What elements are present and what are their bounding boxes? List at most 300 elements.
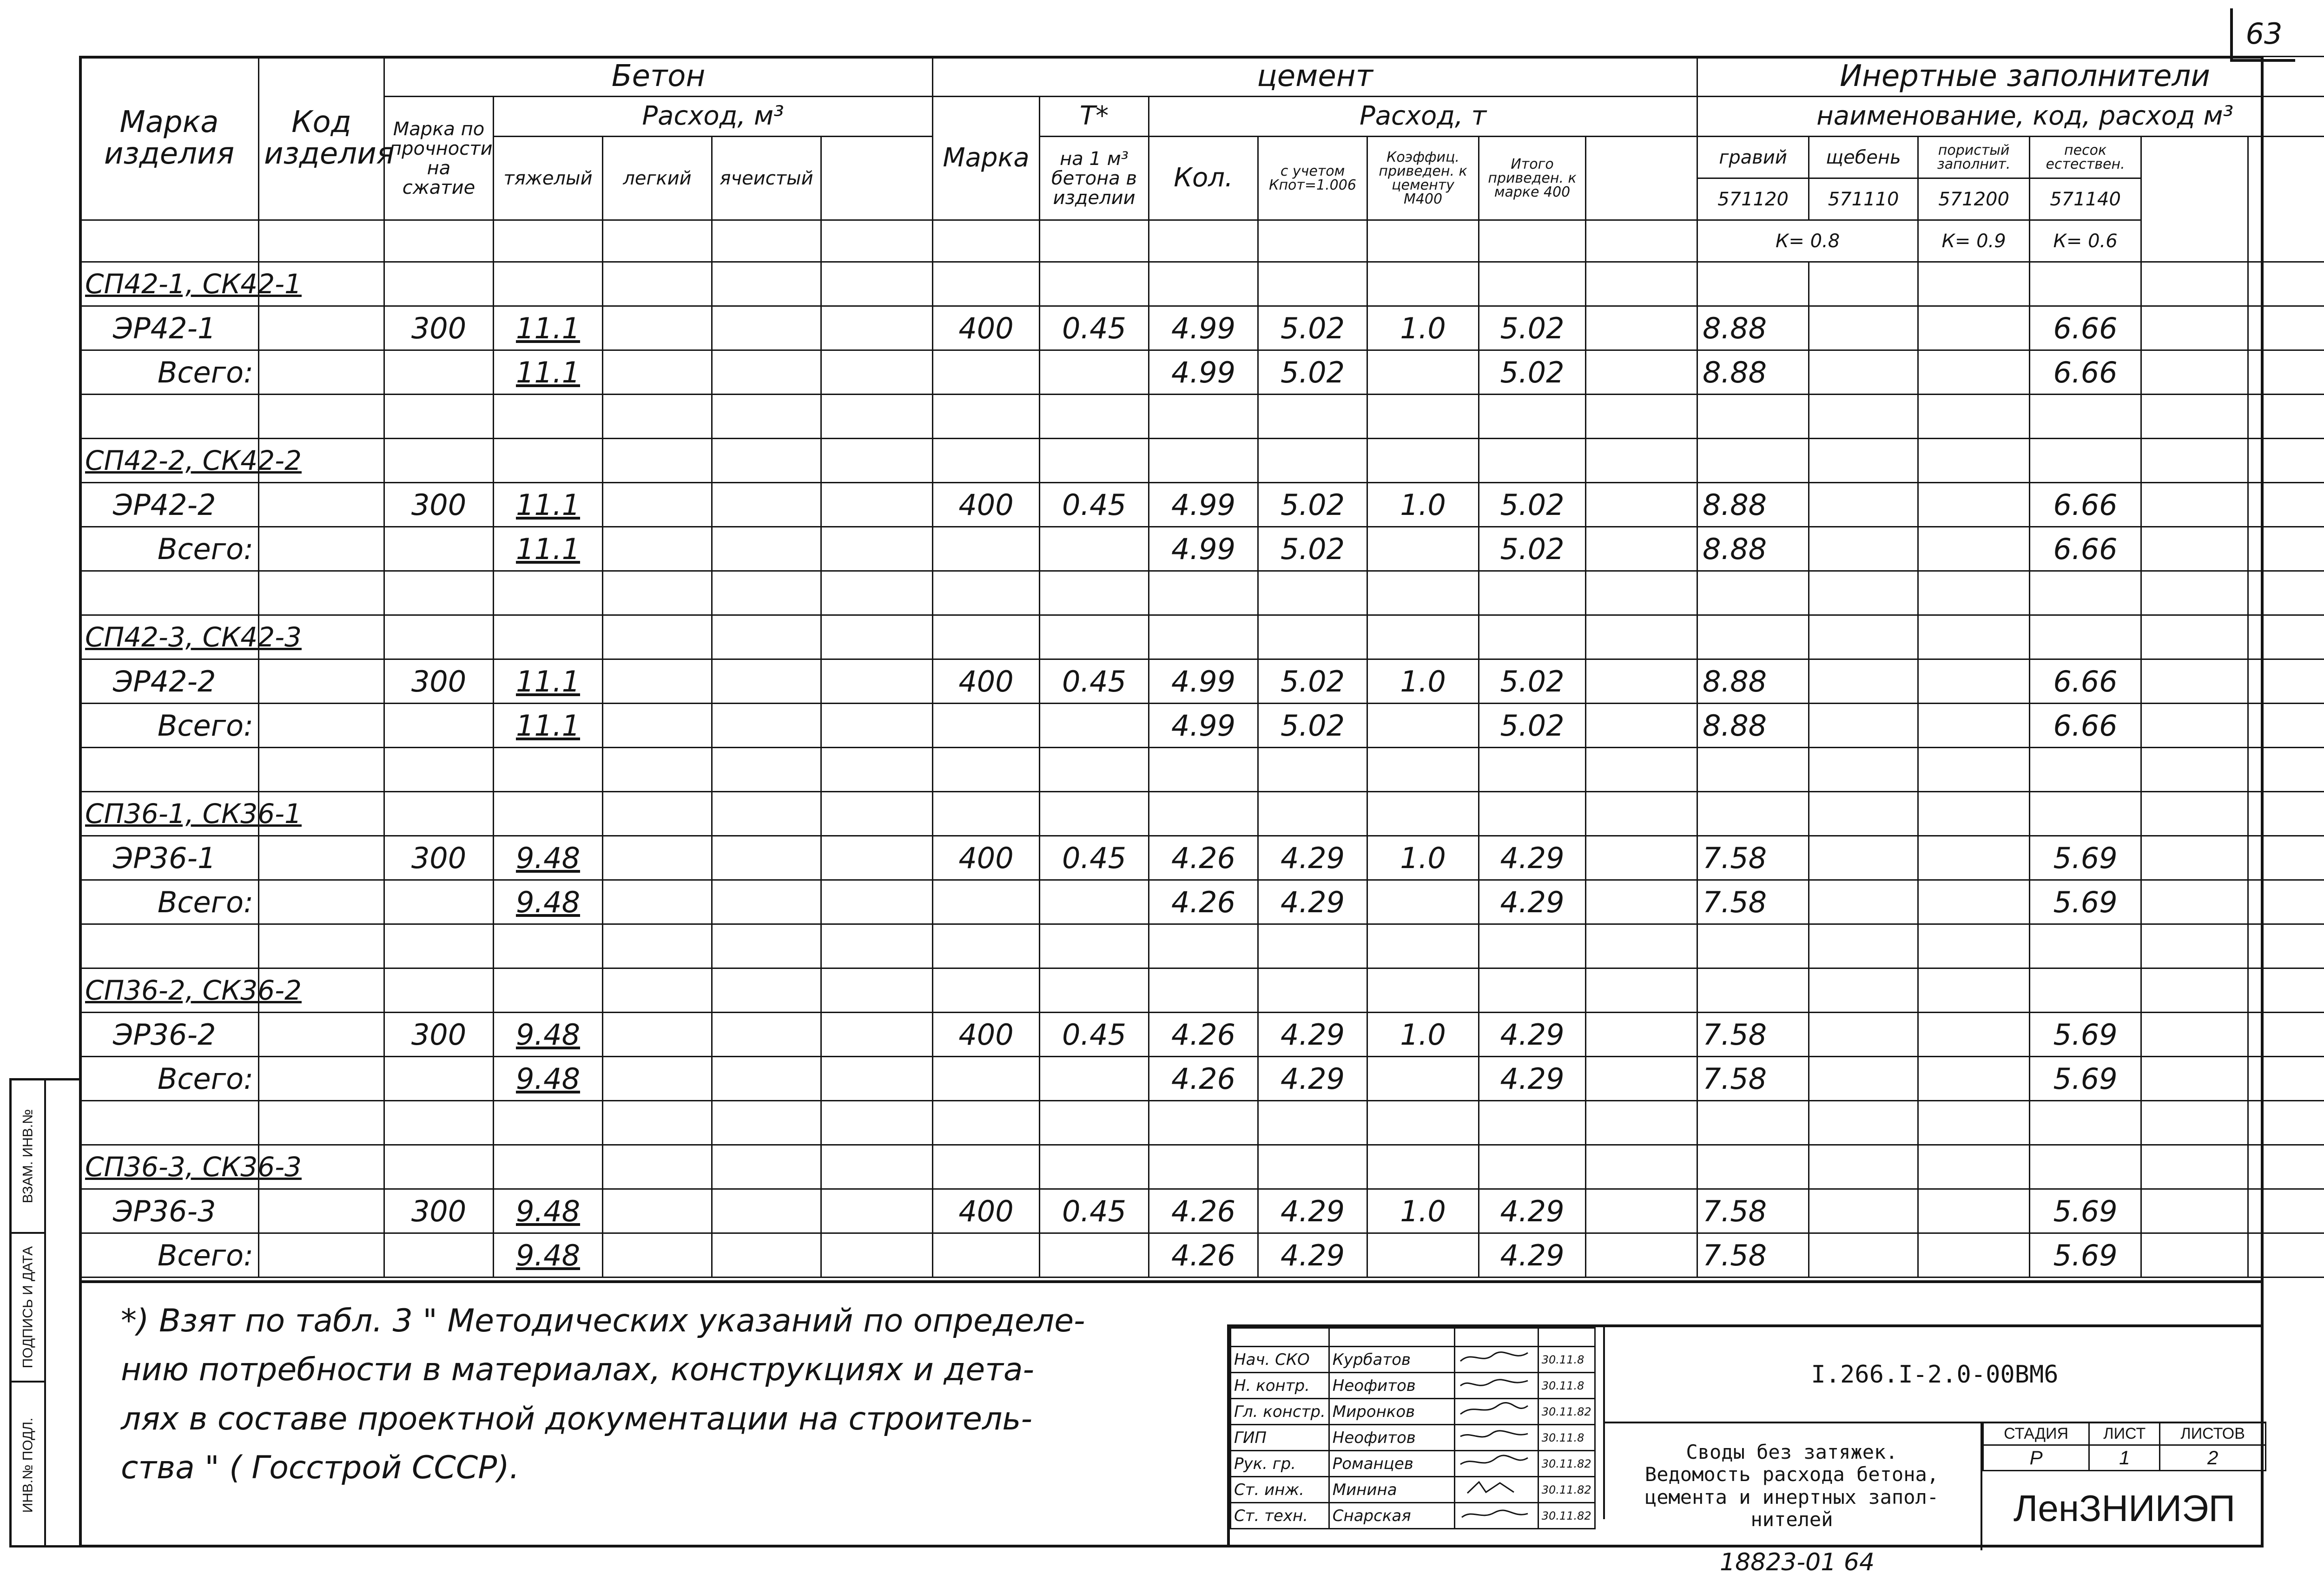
sig-blank-name xyxy=(1329,1328,1454,1347)
group-mark: СП42-3, СК42-3 xyxy=(80,615,259,659)
empty-cell xyxy=(1586,836,1697,880)
empty-cell xyxy=(821,704,933,748)
k-row-blank-8 xyxy=(933,220,1040,262)
stage-value: Р xyxy=(1983,1445,2089,1471)
stage-label-row xyxy=(1983,1422,2266,1445)
empty-cell xyxy=(1040,615,1149,659)
total-kol: 4.99 xyxy=(1149,527,1258,571)
empty-cell xyxy=(2030,792,2141,836)
empty-cell xyxy=(933,615,1040,659)
col-t-star: Т* xyxy=(1040,97,1149,137)
empty-cell xyxy=(1586,306,1697,350)
empty-cell xyxy=(1367,880,1479,924)
cement-t: 0.45 xyxy=(1040,306,1149,350)
empty-cell xyxy=(1479,395,1586,439)
k-poristyi: К= 0.9 xyxy=(1918,220,2030,262)
empty-cell xyxy=(1918,306,2030,350)
document-code: I.266.I-2.0-00ВМ6 xyxy=(1603,1327,2266,1423)
empty-cell xyxy=(259,1189,384,1233)
stage-sheet-grid xyxy=(1981,1422,2266,1550)
empty-cell xyxy=(2141,836,2248,880)
cement-total: 4.29 xyxy=(1479,1189,1586,1233)
empty-cell xyxy=(933,527,1040,571)
empty-cell xyxy=(384,748,494,792)
empty-cell xyxy=(603,792,712,836)
empty-cell xyxy=(821,1057,933,1101)
empty-cell xyxy=(2141,615,2248,659)
empty-cell xyxy=(2141,1013,2248,1057)
empty-cell xyxy=(1367,395,1479,439)
cement-coef: 1.0 xyxy=(1367,659,1479,704)
empty-cell xyxy=(933,1057,1040,1101)
code-poristyi: 571200 xyxy=(1918,178,2030,220)
empty-cell xyxy=(1918,1057,2030,1101)
empty-cell xyxy=(2141,968,2248,1013)
total-sand: 5.69 xyxy=(2030,880,2141,924)
empty-cell xyxy=(1040,704,1149,748)
empty-cell xyxy=(933,395,1040,439)
heavy-concrete: 9.48 xyxy=(494,1189,603,1233)
k-row-blank-1 xyxy=(80,220,259,262)
empty-cell xyxy=(1918,880,2030,924)
empty-cell xyxy=(2141,395,2248,439)
cement-adjusted: 4.29 xyxy=(1258,1189,1367,1233)
empty-cell xyxy=(821,483,933,527)
col-koef: Коэффиц. приведен. к цементу М400 xyxy=(1367,137,1479,220)
empty-cell xyxy=(1697,1145,1809,1189)
cement-t: 0.45 xyxy=(1040,1013,1149,1057)
spacer-row xyxy=(80,748,2324,792)
empty-cell xyxy=(712,1145,821,1189)
empty-cell xyxy=(80,571,259,615)
empty-cell xyxy=(1479,571,1586,615)
empty-cell xyxy=(933,350,1040,395)
spacer-row xyxy=(80,395,2324,439)
empty-cell xyxy=(603,1233,712,1278)
empty-cell xyxy=(1918,1189,2030,1233)
total-cement: 5.02 xyxy=(1479,527,1586,571)
empty-cell xyxy=(259,1057,384,1101)
total-label: Всего: xyxy=(80,350,259,395)
group-mark-row xyxy=(80,439,2324,483)
empty-cell xyxy=(2248,527,2324,571)
empty-cell xyxy=(1697,571,1809,615)
col-marka-izdelia: Марка изделия xyxy=(80,57,259,220)
cement-adjusted: 4.29 xyxy=(1258,1013,1367,1057)
sand: 6.66 xyxy=(2030,483,2141,527)
empty-cell xyxy=(1697,792,1809,836)
spacer-row xyxy=(80,1101,2324,1145)
empty-cell xyxy=(1586,968,1697,1013)
empty-cell xyxy=(1586,1101,1697,1145)
side-label-vzam-inv: ВЗАМ. ИНВ.№ xyxy=(20,1109,35,1204)
total-heavy: 11.1 xyxy=(494,704,603,748)
empty-cell xyxy=(2248,1057,2324,1101)
sig-row xyxy=(1231,1451,1595,1477)
empty-cell xyxy=(603,615,712,659)
empty-cell xyxy=(2141,527,2248,571)
empty-cell xyxy=(1149,1145,1258,1189)
empty-cell xyxy=(2030,924,2141,968)
empty-cell xyxy=(2141,571,2248,615)
empty-cell xyxy=(603,1145,712,1189)
empty-cell xyxy=(1367,1057,1479,1101)
sig-date: 30.11.82 xyxy=(1538,1503,1595,1529)
sig-date: 30.11.82 xyxy=(1538,1399,1595,1425)
empty-cell xyxy=(384,439,494,483)
empty-cell xyxy=(2141,1233,2248,1278)
empty-cell xyxy=(2248,571,2324,615)
empty-cell xyxy=(712,439,821,483)
empty-cell xyxy=(1586,395,1697,439)
empty-cell xyxy=(1149,571,1258,615)
empty-cell xyxy=(821,968,933,1013)
empty-cell xyxy=(1697,395,1809,439)
empty-cell xyxy=(1149,615,1258,659)
empty-cell xyxy=(384,527,494,571)
empty-cell xyxy=(1809,704,1918,748)
empty-cell xyxy=(1586,615,1697,659)
cement-total: 5.02 xyxy=(1479,483,1586,527)
cement-mark: 400 xyxy=(933,1189,1040,1233)
total-label: Всего: xyxy=(80,704,259,748)
empty-cell xyxy=(2030,968,2141,1013)
total-kol: 4.99 xyxy=(1149,704,1258,748)
empty-cell xyxy=(712,880,821,924)
total-kol: 4.26 xyxy=(1149,1233,1258,1278)
sig-name: Курбатов xyxy=(1329,1347,1454,1373)
col-tyazhely: тяжелый xyxy=(494,137,603,220)
empty-cell xyxy=(821,350,933,395)
empty-cell xyxy=(821,527,933,571)
k-row-blank-12 xyxy=(1367,220,1479,262)
total-heavy: 9.48 xyxy=(494,880,603,924)
strength: 300 xyxy=(384,1189,494,1233)
group-naimenovanie: наименование, код, расход м³ xyxy=(1697,97,2324,137)
empty-cell xyxy=(384,924,494,968)
empty-cell xyxy=(2248,1145,2324,1189)
empty-cell xyxy=(2141,262,2248,306)
strength: 300 xyxy=(384,483,494,527)
empty-cell xyxy=(494,615,603,659)
empty-cell xyxy=(80,924,259,968)
empty-cell xyxy=(1586,748,1697,792)
empty-cell xyxy=(2248,1101,2324,1145)
empty-cell xyxy=(1367,350,1479,395)
empty-cell xyxy=(1258,615,1367,659)
empty-cell xyxy=(1258,924,1367,968)
empty-cell xyxy=(821,439,933,483)
empty-cell xyxy=(821,306,933,350)
total-gravel: 7.58 xyxy=(1697,880,1809,924)
item-code: ЭР36-3 xyxy=(80,1189,259,1233)
total-cement: 5.02 xyxy=(1479,704,1586,748)
sig-date: 30.11.82 xyxy=(1538,1477,1595,1503)
empty-cell xyxy=(712,395,821,439)
empty-cell xyxy=(494,395,603,439)
total-adjusted: 4.29 xyxy=(1258,880,1367,924)
empty-cell xyxy=(2248,1233,2324,1278)
empty-cell xyxy=(1586,1145,1697,1189)
sand: 5.69 xyxy=(2030,836,2141,880)
sig-blank-sig xyxy=(1454,1328,1538,1347)
empty-cell xyxy=(1809,615,1918,659)
empty-cell xyxy=(1367,262,1479,306)
empty-cell xyxy=(821,615,933,659)
empty-cell xyxy=(1479,968,1586,1013)
empty-cell xyxy=(1258,792,1367,836)
k-row-blank-7 xyxy=(821,220,933,262)
heavy-concrete: 9.48 xyxy=(494,836,603,880)
k-row-blank-3 xyxy=(384,220,494,262)
empty-cell xyxy=(1809,924,1918,968)
total-sand: 5.69 xyxy=(2030,1057,2141,1101)
heavy-concrete: 11.1 xyxy=(494,483,603,527)
empty-cell xyxy=(1479,748,1586,792)
empty-cell xyxy=(2141,483,2248,527)
empty-cell xyxy=(1697,439,1809,483)
k-row-blank-9 xyxy=(1040,220,1149,262)
item-code: ЭР42-2 xyxy=(80,483,259,527)
empty-cell xyxy=(2141,924,2248,968)
empty-cell xyxy=(2248,439,2324,483)
empty-cell xyxy=(1918,615,2030,659)
empty-cell xyxy=(1040,924,1149,968)
empty-cell xyxy=(821,880,933,924)
empty-cell xyxy=(1918,483,2030,527)
total-label: Всего: xyxy=(80,1233,259,1278)
empty-cell xyxy=(712,571,821,615)
empty-cell xyxy=(821,1013,933,1057)
empty-cell xyxy=(2141,659,2248,704)
empty-cell xyxy=(1586,1189,1697,1233)
empty-cell xyxy=(603,1013,712,1057)
empty-cell xyxy=(384,1233,494,1278)
empty-cell xyxy=(603,439,712,483)
empty-cell xyxy=(1367,1233,1479,1278)
empty-cell xyxy=(2141,1145,2248,1189)
empty-cell xyxy=(494,1145,603,1189)
cement-coef: 1.0 xyxy=(1367,1189,1479,1233)
empty-cell xyxy=(1040,1057,1149,1101)
sig-name: Снарская xyxy=(1329,1503,1454,1529)
item-code: ЭР36-1 xyxy=(80,836,259,880)
empty-cell xyxy=(1479,1101,1586,1145)
cement-total: 4.29 xyxy=(1479,1013,1586,1057)
cement-t: 0.45 xyxy=(1040,1189,1149,1233)
total-gravel: 8.88 xyxy=(1697,350,1809,395)
empty-cell xyxy=(933,704,1040,748)
empty-cell xyxy=(1697,968,1809,1013)
empty-cell xyxy=(2141,1057,2248,1101)
empty-cell xyxy=(1479,615,1586,659)
total-sand: 6.66 xyxy=(2030,704,2141,748)
sig-row xyxy=(1231,1373,1595,1399)
empty-cell xyxy=(80,748,259,792)
footnote xyxy=(121,1297,1227,1493)
empty-cell xyxy=(384,350,494,395)
empty-cell xyxy=(2248,615,2324,659)
empty-cell xyxy=(259,483,384,527)
col-yacheistyi: ячеистый xyxy=(712,137,821,220)
title-line: Своды без затяжек. xyxy=(1686,1440,1898,1463)
empty-cell xyxy=(1479,1145,1586,1189)
empty-cell xyxy=(1586,262,1697,306)
empty-cell xyxy=(1149,439,1258,483)
gravel: 7.58 xyxy=(1697,1189,1809,1233)
empty-cell xyxy=(603,527,712,571)
cement-mark: 400 xyxy=(933,659,1040,704)
empty-cell xyxy=(1367,439,1479,483)
title-line: Ведомость расхода бетона, xyxy=(1644,1463,1939,1486)
empty-cell xyxy=(1586,527,1697,571)
empty-cell xyxy=(259,1101,384,1145)
empty-cell xyxy=(1697,615,1809,659)
sheet-value: 1 xyxy=(2089,1445,2160,1471)
empty-cell xyxy=(1697,262,1809,306)
empty-cell xyxy=(1918,704,2030,748)
spacer-row xyxy=(80,571,2324,615)
empty-cell xyxy=(821,395,933,439)
empty-cell xyxy=(1809,1013,1918,1057)
empty-cell xyxy=(1809,880,1918,924)
empty-cell xyxy=(1149,1101,1258,1145)
empty-cell xyxy=(494,924,603,968)
cement-kol: 4.26 xyxy=(1149,1013,1258,1057)
empty-cell xyxy=(712,836,821,880)
empty-cell xyxy=(1809,262,1918,306)
sheet-label: ЛИСТ xyxy=(2089,1422,2160,1445)
empty-cell xyxy=(1040,350,1149,395)
empty-cell xyxy=(1149,968,1258,1013)
cement-kol: 4.99 xyxy=(1149,483,1258,527)
empty-cell xyxy=(1586,483,1697,527)
col-kod-izdelia: Код изделия xyxy=(259,57,384,220)
sig-row xyxy=(1231,1399,1595,1425)
empty-cell xyxy=(933,1233,1040,1278)
empty-cell xyxy=(1809,968,1918,1013)
total-heavy: 9.48 xyxy=(494,1233,603,1278)
stage-label: СТАДИЯ xyxy=(1983,1422,2089,1445)
empty-cell xyxy=(2248,659,2324,704)
empty-cell xyxy=(712,1013,821,1057)
empty-cell xyxy=(821,792,933,836)
col-marka-cement: Марка xyxy=(933,97,1040,220)
cement-total: 5.02 xyxy=(1479,306,1586,350)
empty-cell xyxy=(603,571,712,615)
col-cement-extra xyxy=(1586,137,1697,220)
empty-cell xyxy=(1149,395,1258,439)
empty-cell xyxy=(1367,792,1479,836)
empty-cell xyxy=(821,748,933,792)
total-cement: 4.29 xyxy=(1479,1057,1586,1101)
col-poristyi: пористый заполнит. xyxy=(1918,137,2030,178)
sig-role: ГИП xyxy=(1231,1425,1329,1451)
gravel: 7.58 xyxy=(1697,836,1809,880)
empty-cell xyxy=(603,836,712,880)
side-cell-vzam-inv xyxy=(12,1080,44,1234)
empty-cell xyxy=(712,1189,821,1233)
empty-cell xyxy=(1586,1013,1697,1057)
empty-cell xyxy=(1918,1233,2030,1278)
footnote-line: нию потребности в материалах, конструкциях и дета- xyxy=(121,1351,1035,1389)
empty-cell xyxy=(1367,924,1479,968)
empty-cell xyxy=(259,395,384,439)
empty-cell xyxy=(1586,880,1697,924)
group-mark-row xyxy=(80,968,2324,1013)
cement-adjusted: 5.02 xyxy=(1258,659,1367,704)
total-adjusted: 5.02 xyxy=(1258,350,1367,395)
col-pesok: песок естествен. xyxy=(2030,137,2141,178)
empty-cell xyxy=(259,659,384,704)
cement-kol: 4.99 xyxy=(1149,659,1258,704)
sig-date: 30.11.82 xyxy=(1538,1451,1595,1477)
empty-cell xyxy=(1697,924,1809,968)
group-mark-row xyxy=(80,615,2324,659)
empty-cell xyxy=(712,1057,821,1101)
cement-total: 5.02 xyxy=(1479,659,1586,704)
total-kol: 4.26 xyxy=(1149,1057,1258,1101)
empty-cell xyxy=(933,924,1040,968)
k-row-blank-13 xyxy=(1479,220,1586,262)
col-legkiy: легкий xyxy=(603,137,712,220)
cement-t: 0.45 xyxy=(1040,483,1149,527)
empty-cell xyxy=(1040,968,1149,1013)
empty-cell xyxy=(80,395,259,439)
cement-coef: 1.0 xyxy=(1367,836,1479,880)
sheets-label: ЛИСТОВ xyxy=(2160,1422,2266,1445)
empty-cell xyxy=(2141,704,2248,748)
material-consumption-table xyxy=(79,56,2324,1278)
empty-cell xyxy=(1809,350,1918,395)
item-row xyxy=(80,1189,2324,1233)
col-itogo: Итого приведен. к марке 400 xyxy=(1479,137,1586,220)
empty-cell xyxy=(2141,748,2248,792)
header-row-2 xyxy=(80,97,2324,137)
empty-cell xyxy=(1258,1101,1367,1145)
sig-row xyxy=(1231,1503,1595,1529)
empty-cell xyxy=(1809,1145,1918,1189)
signature-scribble xyxy=(1454,1373,1538,1399)
k-row-blank-10 xyxy=(1149,220,1258,262)
empty-cell xyxy=(1258,968,1367,1013)
cement-t: 0.45 xyxy=(1040,836,1149,880)
code-shheben: 571110 xyxy=(1809,178,1918,220)
empty-cell xyxy=(384,704,494,748)
empty-cell xyxy=(1697,748,1809,792)
total-sand: 6.66 xyxy=(2030,527,2141,571)
k-gravii-shheben: К= 0.8 xyxy=(1697,220,1918,262)
empty-cell xyxy=(1367,968,1479,1013)
empty-cell xyxy=(384,1057,494,1101)
empty-cell xyxy=(2248,350,2324,395)
group-mark-row xyxy=(80,262,2324,306)
empty-cell xyxy=(1040,262,1149,306)
empty-cell xyxy=(80,1101,259,1145)
empty-cell xyxy=(1479,439,1586,483)
empty-cell xyxy=(494,262,603,306)
empty-cell xyxy=(1040,1145,1149,1189)
cement-kol: 4.26 xyxy=(1149,1189,1258,1233)
signature-scribble xyxy=(1454,1503,1538,1529)
cement-adjusted: 5.02 xyxy=(1258,306,1367,350)
col-s-uchetom: с учетом Кпот=1.006 xyxy=(1258,137,1367,220)
empty-cell xyxy=(712,1233,821,1278)
total-gravel: 7.58 xyxy=(1697,1057,1809,1101)
cement-total: 4.29 xyxy=(1479,836,1586,880)
total-kol: 4.26 xyxy=(1149,880,1258,924)
strength: 300 xyxy=(384,306,494,350)
